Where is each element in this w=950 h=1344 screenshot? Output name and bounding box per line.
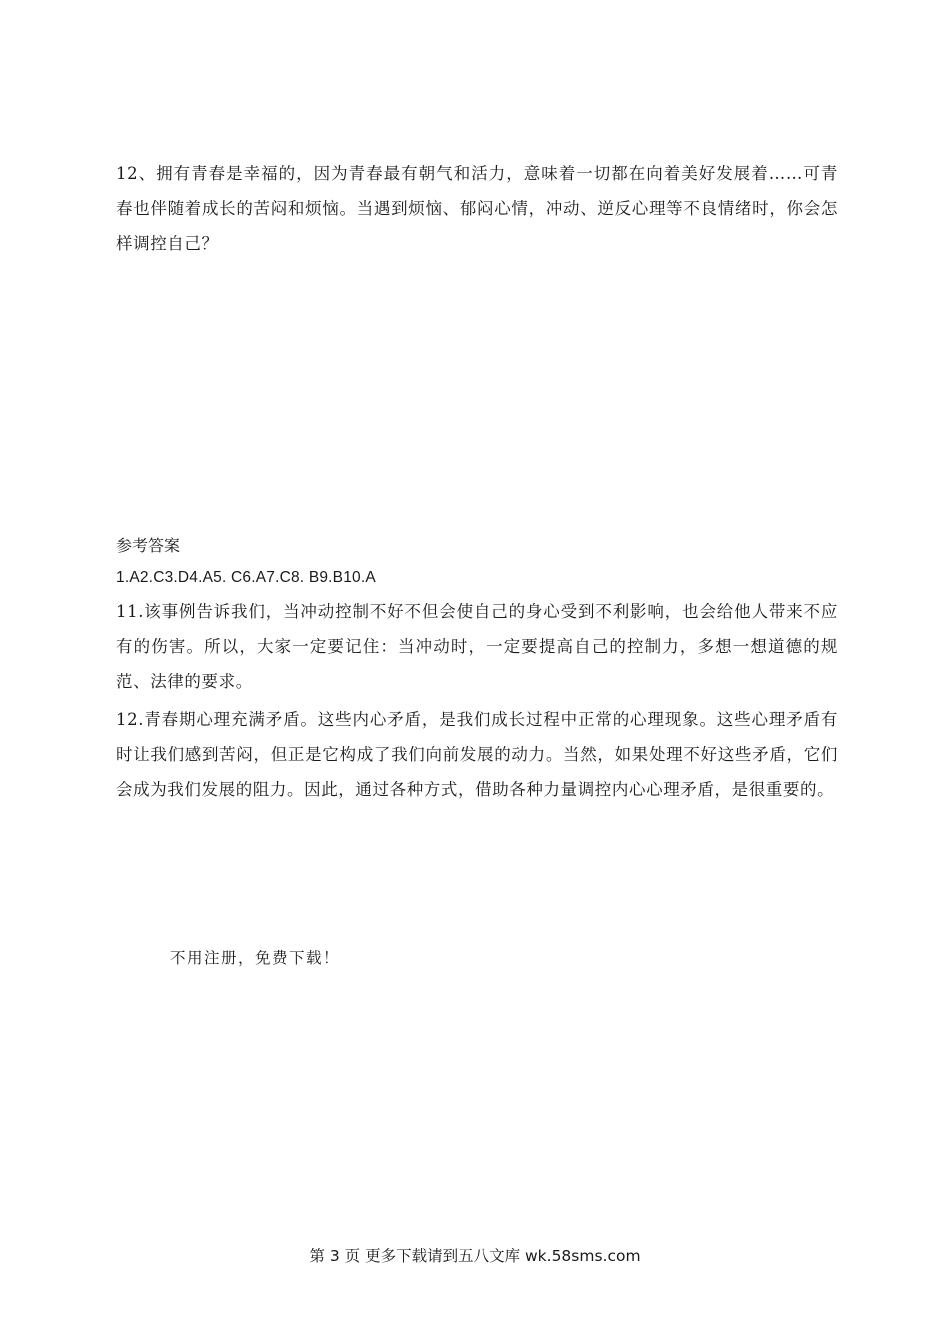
answer-11: 11.该事例告诉我们，当冲动控制不好不但会使自己的身心受到不利影响，也会给他人带来不应有的伤害。所以，大家一定要记住：当冲动时，一定要提高自己的控制力，多想一想道德的规范、法律的要求。 xyxy=(116,602,838,691)
answers-heading: 参考答案 xyxy=(116,536,181,555)
question-12: 12、拥有青春是幸福的，因为青春最有朝气和活力，意味着一切都在向着美好发展着……可青春也伴随着成长的苦闷和烦恼。当遇到烦恼、郁闷心情，冲动、逆反心理等不良情绪时，你会怎样调控自己？ xyxy=(116,164,838,253)
promo-text: 不用注册，免费下载！ xyxy=(170,949,341,967)
answer-12: 12.青春期心理充满矛盾。这些内心矛盾，是我们成长过程中正常的心理现象。这些心理矛盾有时让我们感到苦闷，但正是它构成了我们向前发展的动力。当然，如果处理不好这些矛盾，它们会成为我们发展的阻力。因此，通过各种方式，借助各种力量调控内心心理矛盾，是很重要的。 xyxy=(116,710,838,799)
page-footer: 第 3 页 更多下载请到五八文库 wk.58sms.com xyxy=(309,1247,641,1265)
choice-answers: 1.A2.C3.D4.A5. C6.A7.C8. B9.B10.A xyxy=(116,569,376,586)
